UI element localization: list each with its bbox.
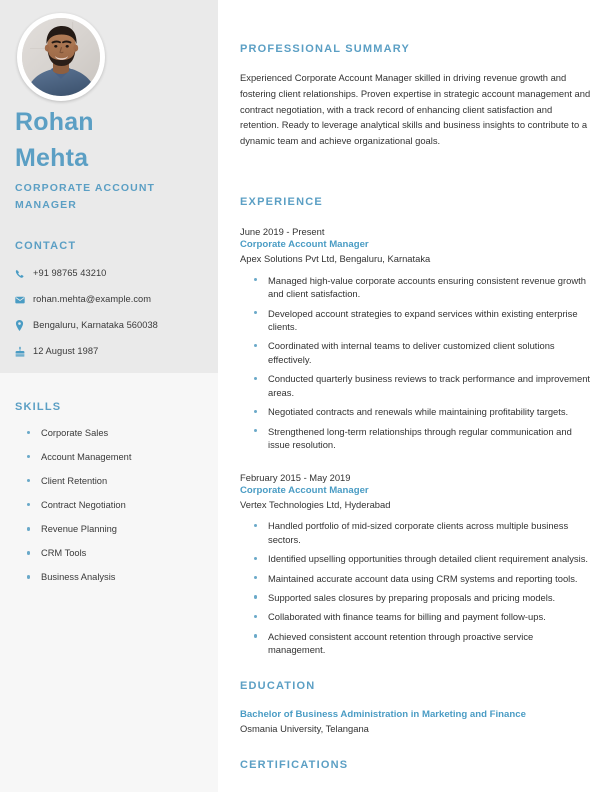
list-item: Revenue Planning [15, 523, 215, 535]
job-bullet-list [240, 519, 592, 657]
contact-birthdate-value: 12 August 1987 [33, 346, 99, 357]
envelope-icon [15, 295, 33, 305]
phone-icon [15, 269, 33, 279]
experience-heading: EXPERIENCE [240, 196, 323, 208]
list-item: Client Retention [15, 475, 215, 487]
contact-heading: CONTACT [15, 240, 77, 252]
list-item: Coordinated with internal teams to deliver customized client solutions effectively. [240, 339, 592, 366]
list-item: Strengthened long-term relationships through regular communication and issue resolution. [240, 425, 592, 452]
certifications-heading: CERTIFICATIONS [240, 759, 349, 771]
profile-photo [22, 18, 100, 96]
list-item: Negotiated contracts and renewals while maintaining profitability targets. [240, 405, 592, 418]
list-item: Account Management [15, 451, 215, 463]
skills-heading: SKILLS [15, 401, 62, 413]
job-dates: February 2015 - May 2019 [240, 471, 351, 483]
job-bullet-list [240, 274, 592, 452]
list-item: Maintained accurate account data using CRM systems and reporting tools. [240, 572, 592, 585]
name-line-last: Mehta [15, 144, 89, 173]
professional-summary-heading: PROFESSIONAL SUMMARY [240, 43, 411, 55]
job-dates: June 2019 - Present [240, 226, 325, 237]
contact-item-email [15, 293, 215, 306]
candidate-name [15, 104, 210, 177]
contact-item-birthdate [15, 345, 215, 358]
experience-section [240, 196, 592, 663]
contact-section [15, 240, 215, 371]
list-item: Supported sales closures by preparing proposals and pricing models. [240, 591, 592, 604]
experience-entry [240, 225, 592, 452]
map-pin-icon [15, 320, 33, 331]
main-column [240, 0, 596, 792]
birthday-cake-icon [15, 346, 33, 357]
list-item: Business Analysis [15, 571, 215, 583]
list-item: Developed account strategies to expand services within existing enterprise clients. [240, 307, 592, 334]
education-school: Osmania University, Telangana [240, 722, 369, 734]
list-item: Corporate Sales [15, 427, 215, 439]
job-role: Corporate Account Manager [240, 239, 369, 251]
certifications-section [240, 759, 592, 771]
list-item: Identified upselling opportunities through detailed client requirement analysis. [240, 552, 592, 565]
contact-item-phone [15, 267, 215, 280]
list-item: Conducted quarterly business reviews to track performance and improvement areas. [240, 372, 592, 399]
experience-entry [240, 471, 592, 657]
job-role: Corporate Account Manager [240, 484, 369, 496]
sidebar [0, 0, 218, 792]
avatar [17, 13, 105, 101]
job-company: Apex Solutions Pvt Ltd, Bengaluru, Karnataka [240, 253, 431, 265]
contact-location-value: Bengaluru, Karnataka 560038 [33, 320, 158, 331]
name-line-first: Rohan [15, 108, 94, 136]
contact-phone-value[interactable]: +91 98765 43210 [33, 268, 107, 279]
job-company: Vertex Technologies Ltd, Hyderabad [240, 498, 391, 510]
education-section [240, 680, 592, 736]
education-entry [240, 708, 592, 736]
education-heading: EDUCATION [240, 680, 316, 692]
candidate-job-title: CORPORATE ACCOUNT MANAGER [15, 182, 156, 212]
education-degree: Bachelor of Business Administration in Marketing and Finance [240, 709, 526, 720]
list-item: Collaborated with finance teams for billing and payment follow-ups. [240, 610, 592, 623]
professional-summary-text: Experienced Corporate Account Manager skilled in driving revenue growth and fostering client relationships. Proven expertise in strategic account management and contract negotiation, with a track record of enhancing client satisfaction and retention. Ready to leverage analytical skills and business insights to contribute to a dynamic team and achieve organizational goals. [240, 72, 591, 147]
list-item: Managed high-value corporate accounts ensuring consistent revenue growth and client satisfaction. [240, 274, 592, 301]
list-item: CRM Tools [15, 547, 215, 559]
skills-section [15, 401, 215, 596]
contact-email-value[interactable]: rohan.mehta@example.com [33, 294, 152, 305]
contact-item-location [15, 319, 215, 332]
contact-list [15, 267, 215, 358]
list-item: Handled portfolio of mid-sized corporate clients across multiple business sectors. [240, 519, 592, 546]
profile-photo-illustration [22, 18, 100, 96]
skills-list [15, 427, 215, 584]
list-item: Achieved consistent account retention through proactive service management. [240, 630, 592, 657]
list-item: Contract Negotiation [15, 499, 215, 511]
professional-summary-section [240, 43, 592, 158]
